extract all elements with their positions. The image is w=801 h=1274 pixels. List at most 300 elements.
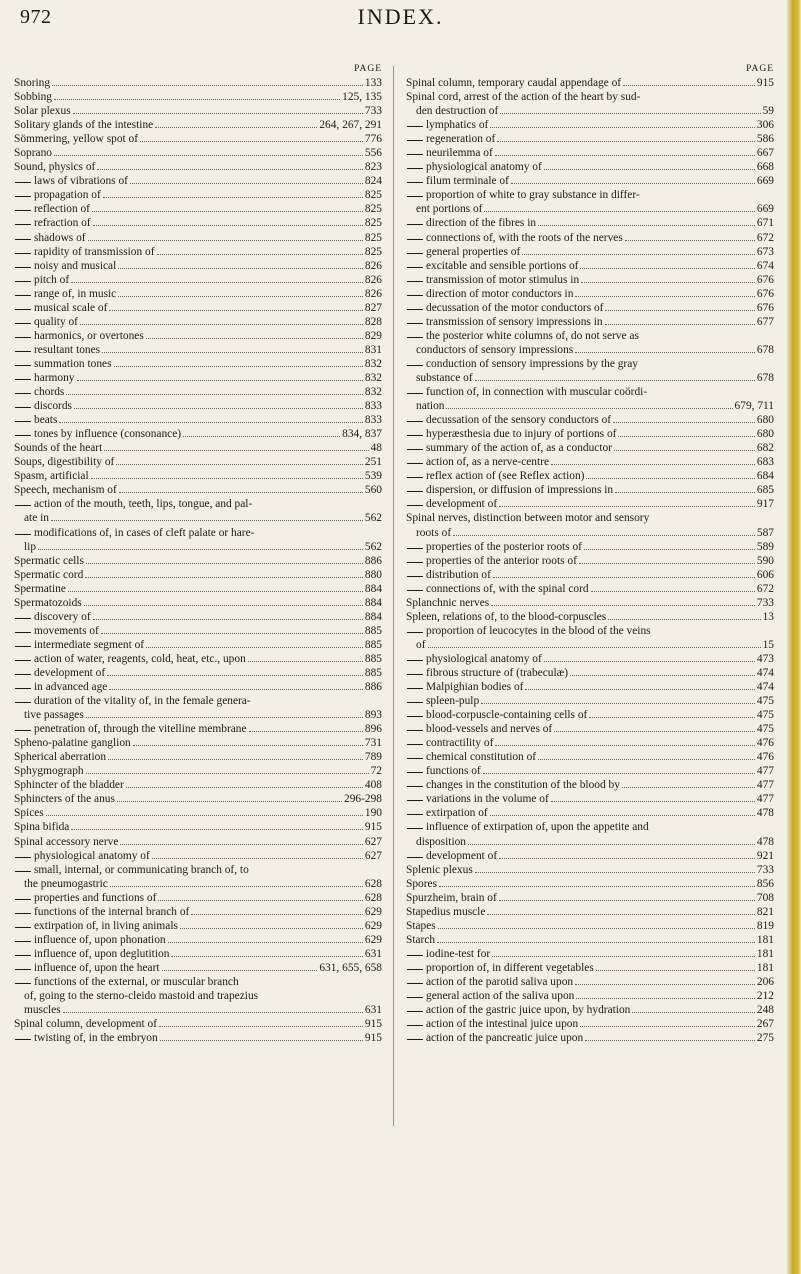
entry-row xyxy=(24,511,382,525)
dot-leader xyxy=(157,245,363,255)
entry-pages: 477 xyxy=(756,765,774,778)
entry-row xyxy=(426,118,774,132)
entry-row xyxy=(426,497,774,511)
entry-pages: 267 xyxy=(756,1018,774,1031)
entry-row xyxy=(34,863,382,877)
dot-leader xyxy=(608,610,760,620)
index-entry xyxy=(406,554,774,568)
entry-pages: 825 xyxy=(364,203,382,216)
entry-text: lymphatics of xyxy=(426,119,489,132)
entry-row xyxy=(34,947,382,961)
dot-leader xyxy=(579,554,755,564)
entry-text: Sömmering, yellow spot of xyxy=(14,133,139,146)
index-entry xyxy=(14,259,382,273)
entry-pages: 828 xyxy=(364,315,382,328)
entry-row xyxy=(34,273,382,287)
entry-pages: 264, 267, 291 xyxy=(319,119,382,132)
entry-text: blood-corpuscle-containing cells of xyxy=(426,709,588,722)
entry-text: development of xyxy=(426,849,498,862)
entry-row xyxy=(34,497,382,511)
index-entry xyxy=(406,849,774,863)
index-entry xyxy=(14,849,382,863)
index-entry xyxy=(406,792,774,806)
entry-row xyxy=(34,1031,382,1045)
entry-pages: 475 xyxy=(756,709,774,722)
entry-pages: 915 xyxy=(364,1018,382,1031)
index-entry xyxy=(406,90,774,104)
entry-text: summation tones xyxy=(34,357,112,370)
entry-text: modifications of, in cases of cleft palate or hare- xyxy=(34,526,255,539)
entry-text: iodine-test for xyxy=(426,947,491,960)
dot-leader xyxy=(499,849,755,859)
entry-pages: 731 xyxy=(364,737,382,750)
entry-row xyxy=(416,638,774,652)
entry-text: muscles xyxy=(24,1004,61,1017)
entry-pages: 885 xyxy=(364,638,382,651)
entry-text: regeneration of xyxy=(426,133,496,146)
entry-text: properties and functions of xyxy=(34,891,157,904)
entry-text: den destruction of xyxy=(416,105,499,118)
entry-row xyxy=(416,202,774,216)
entry-row xyxy=(426,1017,774,1031)
entry-pages: 827 xyxy=(364,301,382,314)
entry-row xyxy=(426,329,774,343)
entry-continuation xyxy=(14,877,382,891)
entry-text: development of xyxy=(34,666,106,679)
index-entry xyxy=(406,357,774,371)
entry-row xyxy=(34,371,382,385)
index-entry xyxy=(406,989,774,1003)
entry-row xyxy=(14,835,382,849)
entry-text: direction of motor conductors in xyxy=(426,287,574,300)
entry-pages: 676 xyxy=(756,287,774,300)
index-entry xyxy=(14,666,382,680)
index-entry xyxy=(14,624,382,638)
entry-text: Soups, digestibility of xyxy=(14,456,115,469)
entry-row xyxy=(14,820,382,834)
dot-leader xyxy=(73,104,363,114)
index-entry xyxy=(14,778,382,792)
entry-row xyxy=(426,427,774,441)
index-entry xyxy=(406,118,774,132)
entry-text: discovery of xyxy=(34,610,91,623)
index-entry xyxy=(406,764,774,778)
entry-pages: 587 xyxy=(756,526,774,539)
dot-leader xyxy=(453,526,755,536)
entry-text: functions of xyxy=(426,765,481,778)
entry-text: filum terminale of xyxy=(426,175,509,188)
index-entry xyxy=(14,905,382,919)
entry-row xyxy=(34,919,382,933)
entry-text: excitable and sensible portions of xyxy=(426,259,579,272)
index-entry xyxy=(14,947,382,961)
index-entry xyxy=(406,722,774,736)
index-entry xyxy=(406,1031,774,1045)
entry-continuation xyxy=(406,399,774,413)
index-entry xyxy=(14,554,382,568)
dot-leader xyxy=(118,287,363,297)
index-entry xyxy=(406,1017,774,1031)
entry-row xyxy=(426,315,774,329)
dot-leader xyxy=(554,722,755,732)
entry-row xyxy=(34,413,382,427)
index-entry xyxy=(406,624,774,638)
index-entry xyxy=(14,722,382,736)
entry-text: conductors of sensory impressions xyxy=(416,343,574,356)
entry-text: ent portions of xyxy=(416,203,483,216)
entry-row xyxy=(34,694,382,708)
dot-leader xyxy=(54,146,363,156)
dot-leader xyxy=(51,511,363,521)
dot-leader xyxy=(484,202,754,212)
entry-row xyxy=(34,849,382,863)
entry-text: Spina bifida xyxy=(14,821,70,834)
entry-text: the pneumogastric xyxy=(24,877,108,890)
entry-pages: 831 xyxy=(364,343,382,356)
entry-row xyxy=(426,989,774,1003)
index-entry xyxy=(14,357,382,371)
index-entry xyxy=(14,764,382,778)
dot-leader xyxy=(180,919,363,929)
index-entry xyxy=(14,596,382,610)
dot-leader xyxy=(511,174,755,184)
dot-leader xyxy=(133,736,363,746)
dot-leader xyxy=(525,680,754,690)
index-entry xyxy=(14,413,382,427)
index-entry xyxy=(406,188,774,202)
dot-leader xyxy=(88,231,363,241)
entry-pages: 474 xyxy=(756,681,774,694)
left-column xyxy=(14,62,382,1045)
entry-row xyxy=(34,427,382,441)
dot-leader xyxy=(86,764,369,774)
entry-text: tive passages xyxy=(24,709,84,722)
entry-row xyxy=(426,792,774,806)
entry-row xyxy=(14,792,382,806)
entry-row xyxy=(416,526,774,540)
entry-row xyxy=(416,343,774,357)
entry-text: physiological anatomy of xyxy=(426,652,542,665)
dot-leader xyxy=(108,750,363,760)
entry-text: action of the intestinal juice upon xyxy=(426,1018,579,1031)
entry-text: distribution of xyxy=(426,568,491,581)
entry-pages: 251 xyxy=(364,456,382,469)
index-entry xyxy=(14,863,382,877)
entry-pages: 672 xyxy=(756,582,774,595)
index-entry xyxy=(14,1017,382,1031)
index-entry xyxy=(14,820,382,834)
dot-leader xyxy=(551,455,755,465)
entry-text: Spheno-palatine ganglion xyxy=(14,737,131,750)
entry-pages: 708 xyxy=(756,891,774,904)
entry-row xyxy=(24,540,382,554)
index-entry xyxy=(14,76,382,90)
entry-text: properties of the posterior roots of xyxy=(426,540,582,553)
index-entry xyxy=(14,1031,382,1045)
entry-row xyxy=(34,399,382,413)
entry-text: transmission of sensory impressions in xyxy=(426,315,603,328)
entry-pages: 684 xyxy=(756,470,774,483)
entry-text: Spinal nerves, distinction between motor and sensory xyxy=(406,512,650,525)
entry-row xyxy=(426,694,774,708)
entry-text: action of the parotid saliva upon xyxy=(426,976,574,988)
index-entry xyxy=(14,469,382,483)
dot-leader xyxy=(155,118,317,128)
dot-leader xyxy=(591,582,755,592)
dot-leader xyxy=(576,989,755,999)
dot-leader xyxy=(84,596,363,606)
entry-text: functions of the internal branch of xyxy=(34,905,190,918)
entry-text: refraction of xyxy=(34,217,91,230)
index-entry xyxy=(14,736,382,750)
entry-pages: 676 xyxy=(756,273,774,286)
entry-text: noisy and musical xyxy=(34,259,117,272)
index-entry xyxy=(406,483,774,497)
index-entry xyxy=(406,778,774,792)
dot-leader xyxy=(495,736,755,746)
entry-row xyxy=(14,554,382,568)
entry-row xyxy=(34,722,382,736)
index-entry xyxy=(406,694,774,708)
entry-text: discords xyxy=(34,400,72,413)
index-entry xyxy=(406,933,774,947)
entry-row xyxy=(406,596,774,610)
entry-row xyxy=(426,287,774,301)
entry-row xyxy=(426,947,774,961)
entry-pages: 669 xyxy=(756,175,774,188)
dot-leader xyxy=(91,469,363,479)
dot-leader xyxy=(130,174,363,184)
entry-text: conduction of sensory impressions by the gray xyxy=(426,357,638,370)
entry-text: Sphincter of the bladder xyxy=(14,779,124,792)
index-entry xyxy=(406,385,774,399)
entry-pages: 683 xyxy=(756,456,774,469)
entry-row xyxy=(426,736,774,750)
dot-leader xyxy=(481,694,755,704)
entry-row xyxy=(406,877,774,891)
entry-row xyxy=(426,483,774,497)
entry-text: harmony xyxy=(34,371,75,384)
entry-text: proportion of white to gray substance in differ- xyxy=(426,189,640,202)
index-entry xyxy=(14,638,382,652)
entry-row xyxy=(406,863,774,877)
entry-text: Starch xyxy=(406,933,436,946)
index-entry xyxy=(406,863,774,877)
entry-pages: 59 xyxy=(762,105,774,118)
index-entry xyxy=(14,919,382,933)
entry-row xyxy=(426,806,774,820)
index-entry xyxy=(14,231,382,245)
entry-pages: 72 xyxy=(370,765,382,778)
entry-pages: 825 xyxy=(364,217,382,230)
dot-leader xyxy=(109,680,363,690)
entry-row xyxy=(426,357,774,371)
index-entry xyxy=(406,146,774,160)
entry-pages: 15 xyxy=(762,638,774,651)
dot-leader xyxy=(500,104,760,114)
right-column xyxy=(406,62,774,1045)
entry-text: Sphygmograph xyxy=(14,765,84,778)
entry-text: action of the mouth, teeth, lips, tongue, and pal- xyxy=(34,498,253,511)
entry-continuation xyxy=(406,202,774,216)
entry-row xyxy=(34,343,382,357)
entry-text: intermediate segment of xyxy=(34,638,145,651)
dot-leader xyxy=(119,483,363,493)
entry-continuation xyxy=(14,708,382,722)
entry-row xyxy=(14,441,382,455)
dot-leader xyxy=(581,273,755,283)
index-entry xyxy=(406,174,774,188)
entry-row xyxy=(426,849,774,863)
entry-row xyxy=(34,652,382,666)
entry-text: connections of, with the roots of the nerves xyxy=(426,231,623,244)
index-entry xyxy=(406,329,774,343)
entry-row xyxy=(14,90,382,104)
entry-continuation xyxy=(406,343,774,357)
entry-text: decussation of the motor conductors of xyxy=(426,301,604,314)
entry-row xyxy=(34,357,382,371)
page-edge xyxy=(787,0,801,1274)
index-entry xyxy=(406,216,774,230)
dot-leader xyxy=(38,540,363,550)
entry-pages: 789 xyxy=(364,751,382,764)
index-entry xyxy=(14,497,382,511)
index-entry xyxy=(14,455,382,469)
index-entry xyxy=(14,582,382,596)
entry-text: twisting of, in the embryon xyxy=(34,1032,158,1045)
entry-text: Sound, physics of xyxy=(14,161,96,174)
entry-row xyxy=(34,259,382,273)
entry-pages: 886 xyxy=(364,554,382,567)
entry-pages: 819 xyxy=(756,919,774,932)
entry-row xyxy=(34,301,382,315)
entry-pages: 833 xyxy=(364,414,382,427)
entry-text: general properties of xyxy=(426,245,521,258)
entry-pages: 627 xyxy=(364,835,382,848)
dot-leader xyxy=(575,975,755,985)
index-entry xyxy=(406,315,774,329)
entry-pages: 476 xyxy=(756,737,774,750)
index-entry xyxy=(14,610,382,624)
entry-row xyxy=(14,568,382,582)
entry-row xyxy=(34,638,382,652)
dot-leader xyxy=(487,905,754,915)
index-entry xyxy=(14,694,382,708)
entry-pages: 915 xyxy=(756,77,774,89)
entry-row xyxy=(34,624,382,638)
entry-text: nation xyxy=(416,400,445,413)
entry-pages: 275 xyxy=(756,1032,774,1045)
dot-leader xyxy=(80,315,363,325)
entry-pages: 628 xyxy=(364,877,382,890)
dot-leader xyxy=(490,806,755,816)
entry-continuation xyxy=(406,371,774,385)
entry-text: shadows of xyxy=(34,231,86,244)
entry-pages: 680 xyxy=(756,428,774,441)
entry-row xyxy=(426,975,774,989)
entry-text: disposition xyxy=(416,835,467,848)
dot-leader xyxy=(107,666,363,676)
entry-pages: 556 xyxy=(364,147,382,160)
dot-leader xyxy=(52,76,363,86)
entry-row xyxy=(34,202,382,216)
entry-pages: 824 xyxy=(364,175,382,188)
entry-text: spleen-pulp xyxy=(426,695,480,708)
index-entry xyxy=(14,287,382,301)
entry-text: Sobbing xyxy=(14,91,52,104)
entry-pages: 832 xyxy=(364,386,382,399)
index-entry xyxy=(406,666,774,680)
index-entry xyxy=(406,568,774,582)
entry-row xyxy=(34,933,382,947)
index-entry xyxy=(406,736,774,750)
index-entry xyxy=(14,680,382,694)
dot-leader xyxy=(158,891,362,901)
entry-text: chemical constitution of xyxy=(426,751,537,764)
entry-row xyxy=(426,273,774,287)
dot-leader xyxy=(522,245,755,255)
dot-leader xyxy=(475,863,755,873)
dot-leader xyxy=(159,1017,363,1027)
entry-text: physiological anatomy of xyxy=(34,849,150,862)
entry-row xyxy=(426,455,774,469)
entry-row xyxy=(426,764,774,778)
index-entry xyxy=(14,750,382,764)
entry-row xyxy=(426,722,774,736)
dot-leader xyxy=(497,132,755,142)
index-entry xyxy=(14,216,382,230)
entry-text: laws of vibrations of xyxy=(34,175,128,188)
entry-row xyxy=(34,666,382,680)
dot-leader xyxy=(438,919,755,929)
entry-pages: 826 xyxy=(364,287,382,300)
entry-pages: 475 xyxy=(756,723,774,736)
entry-continuation xyxy=(14,989,382,1003)
dot-leader xyxy=(495,146,755,156)
entry-row xyxy=(406,610,774,624)
index-entry xyxy=(406,708,774,722)
entry-text: action of the pancreatic juice upon xyxy=(426,1032,584,1045)
dot-leader xyxy=(483,764,755,774)
entry-row xyxy=(426,540,774,554)
entry-row xyxy=(24,708,382,722)
entry-continuation xyxy=(14,1003,382,1017)
index-entry xyxy=(14,301,382,315)
dot-leader xyxy=(54,90,340,100)
entry-row xyxy=(14,146,382,160)
index-entry xyxy=(14,118,382,132)
entry-row xyxy=(34,315,382,329)
entry-pages: 886 xyxy=(364,681,382,694)
dot-leader xyxy=(614,441,755,451)
entry-text: roots of xyxy=(416,526,452,539)
entry-row xyxy=(406,905,774,919)
entry-pages: 917 xyxy=(756,498,774,511)
entry-text: range of, in music xyxy=(34,287,117,300)
dot-leader xyxy=(544,652,755,662)
entry-text: development of xyxy=(426,498,498,511)
entry-pages: 668 xyxy=(756,161,774,174)
dot-leader xyxy=(110,877,363,887)
entry-text: blood-vessels and nerves of xyxy=(426,723,553,736)
index-entry xyxy=(406,680,774,694)
entry-row xyxy=(426,216,774,230)
dot-leader xyxy=(490,118,755,128)
dot-leader xyxy=(102,343,363,353)
index-entry xyxy=(406,750,774,764)
entry-text: connections of, with the spinal cord xyxy=(426,582,589,595)
dot-leader xyxy=(437,933,755,943)
